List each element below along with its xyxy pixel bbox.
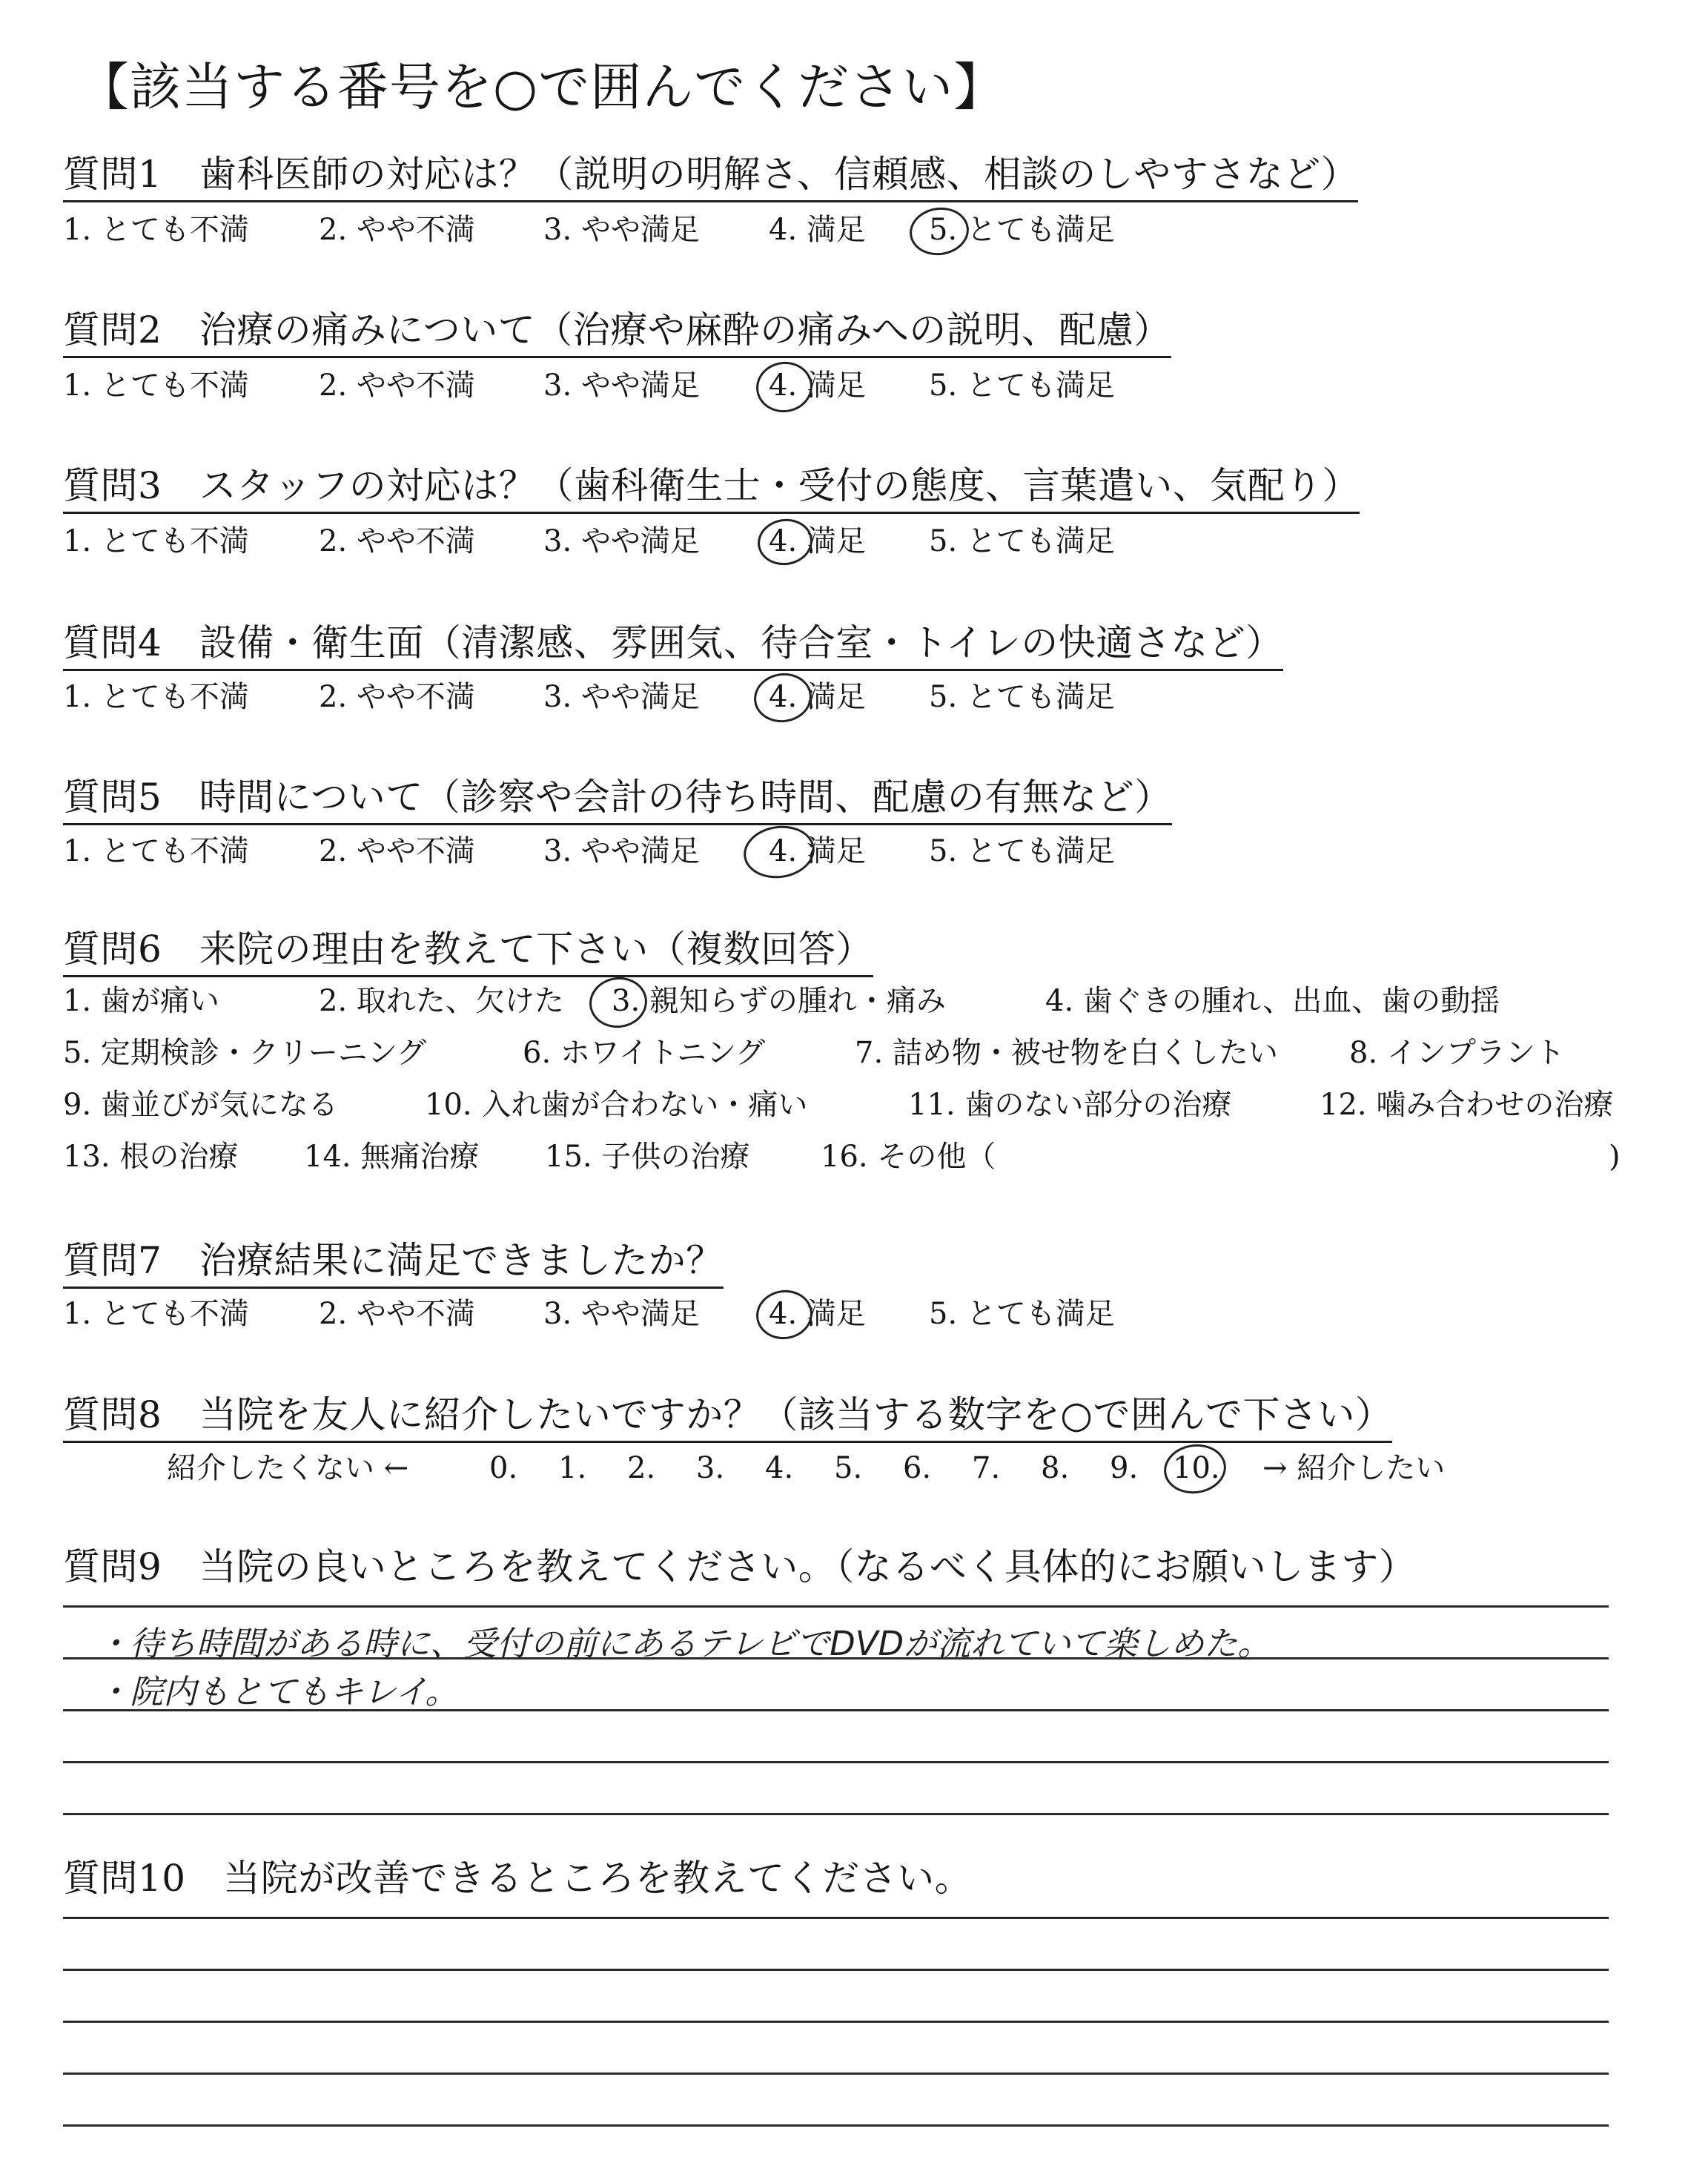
question-7-heading: 質問7 治療結果に満足できましたか？	[63, 1242, 724, 1289]
q6-option-9[interactable]: 9. 歯並びが気になる	[63, 1088, 338, 1122]
question-1-options	[63, 215, 1323, 252]
q8-left-label: 紹介したくない ←	[167, 1451, 409, 1485]
q3-option-4[interactable]: 4. 満足	[769, 524, 866, 558]
q6-option-13[interactable]: 13. 根の治療	[63, 1140, 239, 1174]
q7-option-2[interactable]: 2. やや不満	[319, 1297, 475, 1331]
q2-option-1[interactable]: 1. とても不満	[63, 369, 249, 403]
q4-option-1[interactable]: 1. とても不満	[63, 680, 249, 714]
question-5-heading: 質問5 時間について（診察や会計の待ち時間、配慮の有無など）	[63, 779, 1172, 825]
question-10-heading: 質問10 当院が改善できるところを教えてください。	[63, 1857, 973, 1900]
question-9-heading: 質問9 当院の良いところを教えてください。（なるべく具体的にお願いします）	[63, 1545, 1417, 1588]
q8-option-1[interactable]: 1.	[558, 1451, 587, 1485]
q6-option-11[interactable]: 11. 歯のない部分の治療	[908, 1088, 1232, 1122]
q10-answer-line-1	[63, 1917, 1609, 1919]
q5-option-1[interactable]: 1. とても不満	[63, 834, 249, 868]
q6-option-14[interactable]: 14. 無痛治療	[304, 1140, 480, 1174]
q1-option-2[interactable]: 2. やや不満	[319, 213, 475, 247]
q3-selection-circle	[755, 515, 815, 569]
question-8-scale	[167, 1453, 1501, 1490]
q2-option-2[interactable]: 2. やや不満	[319, 369, 475, 403]
q3-option-3[interactable]: 3. やや満足	[543, 524, 700, 558]
q8-option-4[interactable]: 4.	[765, 1451, 794, 1485]
q2-option-3[interactable]: 3. やや満足	[543, 369, 700, 403]
q6-other-close-paren: )	[1609, 1140, 1621, 1174]
question-5-options	[63, 836, 1323, 873]
q8-option-9[interactable]: 9.	[1110, 1451, 1139, 1485]
q6-option-10[interactable]: 10. 入れ歯が合わない・痛い	[425, 1088, 808, 1122]
q6-option-12[interactable]: 12. 噛み合わせの治療	[1320, 1088, 1614, 1122]
q6-option-6[interactable]: 6. ホワイトニング	[523, 1036, 766, 1070]
q9-answer-line-1	[63, 1605, 1609, 1608]
q7-selection-circle	[753, 1287, 815, 1343]
q9-answer-line-4	[63, 1761, 1609, 1763]
page-title: 【該当する番号を○で囲んでください】	[78, 58, 1006, 117]
q4-selection-circle	[751, 670, 815, 726]
question-2-options	[63, 371, 1323, 408]
q5-selection-circle	[741, 822, 818, 883]
q4-option-5[interactable]: 5. とても満足	[929, 680, 1115, 714]
q5-option-4[interactable]: 4. 満足	[769, 834, 866, 868]
question-4-heading: 質問4 設備・衛生面（清潔感、雰囲気、待合室・トイレの快適さなど）	[63, 624, 1283, 671]
q7-option-4[interactable]: 4. 満足	[769, 1297, 866, 1331]
q8-option-8[interactable]: 8.	[1041, 1451, 1070, 1485]
q1-selection-circle	[907, 204, 972, 260]
q3-option-2[interactable]: 2. やや不満	[319, 524, 475, 558]
q8-right-label: → 紹介したい	[1262, 1451, 1446, 1485]
question-8-heading: 質問8 当院を友人に紹介したいですか？（該当する数字を○で囲んで下さい）	[63, 1396, 1392, 1443]
q6-option-3[interactable]: 3. 親知らずの腫れ・痛み	[612, 984, 946, 1018]
q4-option-3[interactable]: 3. やや満足	[543, 680, 700, 714]
q5-option-3[interactable]: 3. やや満足	[543, 834, 700, 868]
q10-answer-line-3	[63, 2021, 1609, 2023]
q3-option-1[interactable]: 1. とても不満	[63, 524, 249, 558]
q8-option-5[interactable]: 5.	[834, 1451, 863, 1485]
q6-option-2[interactable]: 2. 取れた、欠けた	[319, 984, 564, 1018]
question-7-options	[63, 1299, 1323, 1336]
question-6-options	[63, 986, 1657, 1209]
q7-option-5[interactable]: 5. とても満足	[929, 1297, 1115, 1331]
q5-option-2[interactable]: 2. やや不満	[319, 834, 475, 868]
q8-selection-circle	[1161, 1440, 1229, 1497]
q9-answer-line-5	[63, 1813, 1609, 1815]
q9-handwritten-answer-1[interactable]: ・待ち時間がある時に、受付の前にあるテレビでDVDが流れていて楽しめた。	[96, 1624, 1271, 1663]
q6-option-1[interactable]: 1. 歯が痛い	[63, 984, 219, 1018]
q1-option-3[interactable]: 3. やや満足	[543, 213, 700, 247]
q8-option-0[interactable]: 0.	[489, 1451, 518, 1485]
q2-option-4[interactable]: 4. 満足	[769, 369, 866, 403]
question-3-options	[63, 526, 1323, 564]
q6-option-16[interactable]: 16. その他（	[821, 1140, 996, 1174]
q2-option-5[interactable]: 5. とても満足	[929, 369, 1115, 403]
question-6-heading: 質問6 来院の理由を教えて下さい（複数回答）	[63, 931, 873, 977]
q10-answer-line-4	[63, 2073, 1609, 2075]
question-1-heading: 質問1 歯科医師の対応は？（説明の明解さ、信頼感、相談のしやすさなど）	[63, 156, 1358, 202]
q8-option-10[interactable]: 10.	[1173, 1451, 1220, 1485]
q9-handwritten-answer-2[interactable]: ・院内もとてもキレイ。	[96, 1672, 459, 1711]
q4-option-2[interactable]: 2. やや不満	[319, 680, 475, 714]
q8-option-2[interactable]: 2.	[627, 1451, 656, 1485]
q6-option-4[interactable]: 4. 歯ぐきの腫れ、出血、歯の動揺	[1045, 984, 1500, 1018]
q1-option-4[interactable]: 4. 満足	[769, 213, 866, 247]
q3-option-5[interactable]: 5. とても満足	[929, 524, 1115, 558]
q8-option-7[interactable]: 7.	[972, 1451, 1001, 1485]
q1-option-5[interactable]: 5. とても満足	[929, 213, 1115, 247]
q8-option-3[interactable]: 3.	[696, 1451, 725, 1485]
q10-answer-line-5	[63, 2124, 1609, 2127]
q6-option-5[interactable]: 5. 定期検診・クリーニング	[63, 1036, 427, 1070]
q6-selection-circle	[586, 974, 651, 1031]
q7-option-3[interactable]: 3. やや満足	[543, 1297, 700, 1331]
question-2-heading: 質問2 治療の痛みについて（治療や麻酔の痛みへの説明、配慮）	[63, 311, 1171, 358]
q4-option-4[interactable]: 4. 満足	[769, 680, 866, 714]
q10-answer-line-2	[63, 1969, 1609, 1971]
q6-option-8[interactable]: 8. インプラント	[1349, 1036, 1565, 1070]
q7-option-1[interactable]: 1. とても不満	[63, 1297, 249, 1331]
q1-option-1[interactable]: 1. とても不満	[63, 213, 249, 247]
q6-option-7[interactable]: 7. 詰め物・被せ物を白くしたい	[855, 1036, 1278, 1070]
q8-option-6[interactable]: 6.	[903, 1451, 932, 1485]
question-4-options	[63, 682, 1323, 719]
question-3-heading: 質問3 スタッフの対応は？（歯科衛生士・受付の態度、言葉遣い、気配り）	[63, 467, 1360, 514]
q2-selection-circle	[753, 358, 816, 416]
q5-option-5[interactable]: 5. とても満足	[929, 834, 1115, 868]
q6-option-15[interactable]: 15. 子供の治療	[545, 1140, 750, 1174]
